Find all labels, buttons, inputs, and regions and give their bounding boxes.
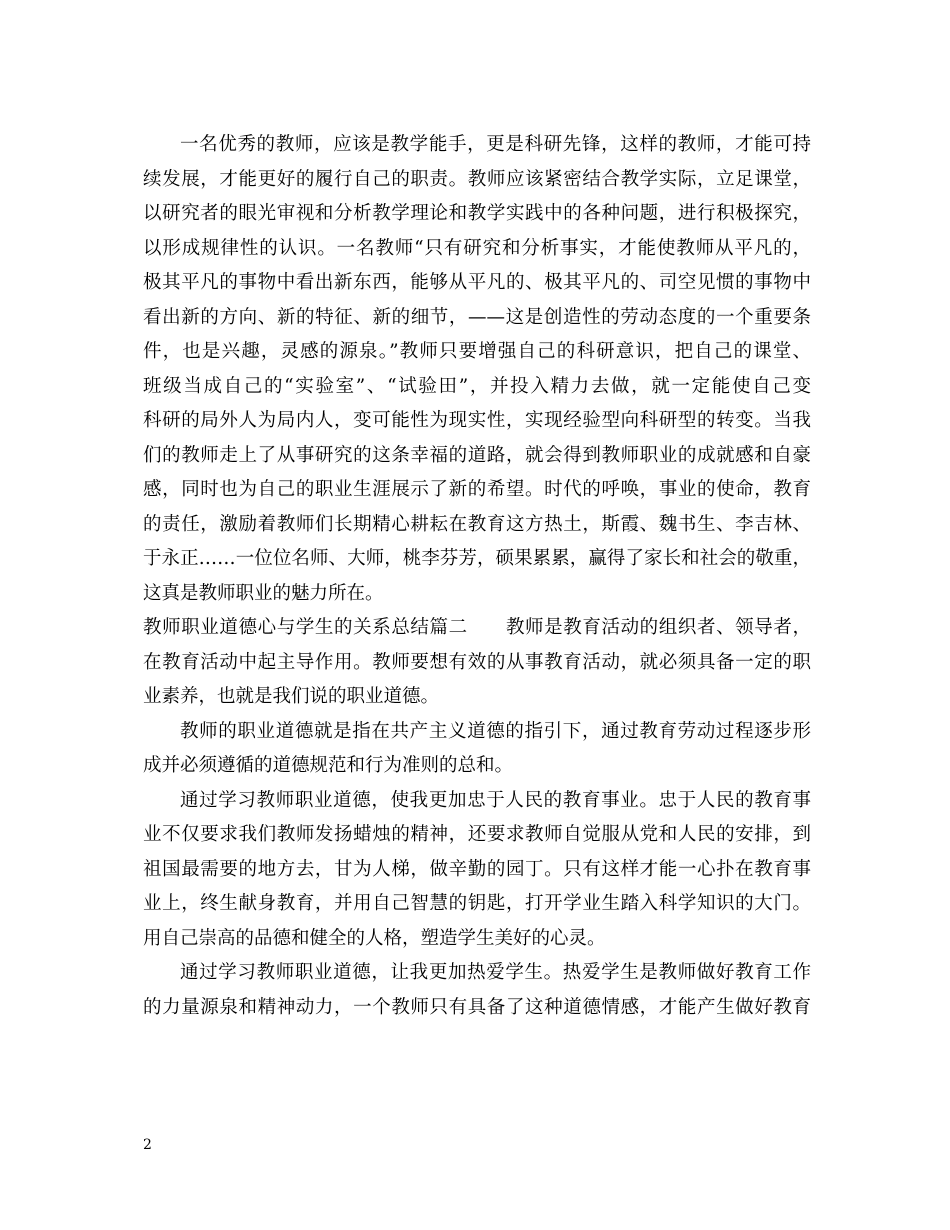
text-line: 感，同时也为自己的职业生涯展示了新的希望。时代的呼唤，事业的使命，教育 [143,479,811,500]
paragraph [143,128,811,611]
text-line: 以形成规律性的认识。一名教师“只有研究和分析事实，才能使教师从平凡的， [143,237,811,259]
text-line: 教师的职业道德就是指在共产主义道德的指引下，通过教育劳动过程逐步形 [180,720,811,742]
text-line: 们的教师走上了从事研究的这条幸福的道路，就会得到教师职业的成就感和自豪 [143,444,811,466]
text-line: 班级当成自己的“实验室”、“试验田”，并投入精力去做，就一定能使自己变 [143,375,811,397]
text-line: 科研的局外人为局内人，变可能性为现实性，实现经验型向科研型的转变。当我 [143,410,811,431]
text-line: 成并必须遵循的道德规范和行为准则的总和。 [143,755,514,776]
document-body [143,128,811,1025]
text-line: 业不仅要求我们教师发扬蜡烛的精神，还要求教师自觉服从党和人民的安排，到 [143,824,811,845]
paragraph [143,956,811,1025]
page-number: 2 [143,1137,152,1153]
text-line: 于永正……一位位名师、大师，桃李芬芳，硕果累累，赢得了家长和社会的敬重， [143,548,811,569]
text-line: 看出新的方向、新的特征、新的细节，——这是创造性的劳动态度的一个重要条 [143,306,811,328]
paragraph [143,784,811,957]
text-line: 在教育活动中起主导作用。教师要想有效的从事教育活动，就必须具备一定的职 [143,651,811,673]
text-line: 件，也是兴趣，灵感的源泉。”教师只要增强自己的科研意识，把自己的课堂、 [143,341,811,362]
text-line: 通过学习教师职业道德，让我更加热爱学生。热爱学生是教师做好教育工作 [180,962,811,983]
text-line: 续发展，才能更好的履行自己的职责。教师应该紧密结合教学实际，立足课堂， [143,168,811,190]
text-line: 以研究者的眼光审视和分析教学理论和教学实践中的各种问题，进行积极探究， [143,203,811,224]
text-line: 通过学习教师职业道德，使我更加忠于人民的教育事业。忠于人民的教育事 [180,789,811,811]
text-line: 用自己崇高的品德和健全的人格，塑造学生美好的心灵。 [143,927,606,949]
paragraph [143,715,811,784]
text-line: 的力量源泉和精神动力，一个教师只有具备了这种道德情感，才能产生做好教育 [143,996,811,1018]
text-line: 业上，终生献身教育，并用自己智慧的钥匙，打开学业生踏入科学知识的大门。 [143,893,811,914]
text-line: 祖国最需要的地方去，甘为人梯，做辛勤的园丁。只有这样才能一心扑在教育事 [143,858,811,880]
text-line: 的责任，激励着教师们长期精心耕耘在教育这方热土，斯霞、魏书生、李吉林、 [143,513,811,535]
text-line: 教师职业道德心与学生的关系总结篇二 教师是教育活动的组织者、领导者， [143,617,811,638]
text-line: 一名优秀的教师，应该是教学能手，更是科研先锋，这样的教师，才能可持 [180,134,811,155]
text-line: 极其平凡的事物中看出新东西，能够从平凡的、极其平凡的、司空见惯的事物中 [143,272,811,293]
text-line: 业素养，也就是我们说的职业道德。 [143,686,440,707]
paragraph [143,611,811,715]
text-line: 这真是教师职业的魅力所在。 [143,582,384,604]
